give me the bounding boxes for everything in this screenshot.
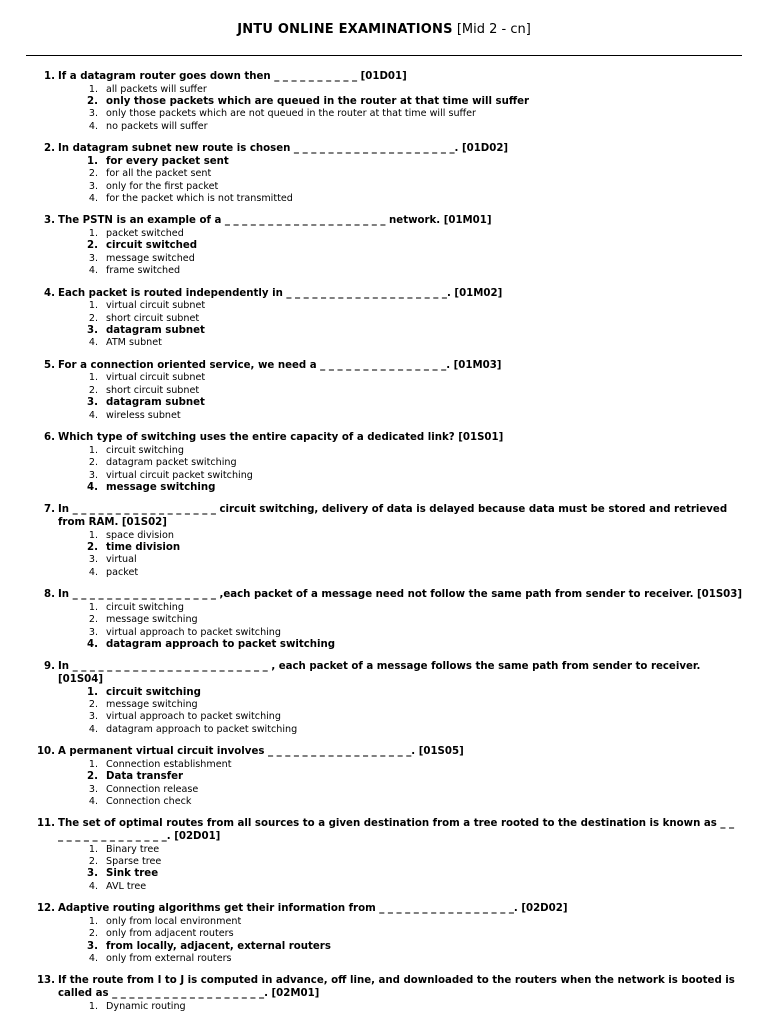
question-number: 9. (44, 661, 55, 673)
question-text: If a datagram router goes down then _ _ _ _ _ _ _ _ _ _ [01D01] (58, 71, 407, 82)
answer-option (0, 928, 768, 940)
option-number: 2. (88, 928, 98, 940)
question-text: In _ _ _ _ _ _ _ _ _ _ _ _ _ _ _ _ _ _ _ _ _ _ _ , each packet of a message follows the same path from sender to receiver. [01S04] (58, 661, 701, 685)
option-number: 3. (87, 325, 98, 337)
question-item (0, 143, 768, 205)
exam-subtitle: [Mid 2 - cn] (456, 22, 531, 37)
question-stem (0, 215, 768, 228)
option-number: 1. (88, 843, 98, 855)
answer-option-correct (0, 96, 768, 108)
question-number: 12. (36, 903, 55, 915)
option-text: short circuit subnet (106, 384, 200, 396)
question-item (0, 71, 768, 133)
option-text: message switching (106, 614, 198, 626)
option-number: 3. (88, 711, 98, 723)
option-number: 1. (88, 1000, 98, 1012)
option-text: virtual circuit subnet (106, 300, 206, 312)
answer-option (0, 121, 768, 133)
option-text: virtual approach to packet switching (106, 711, 281, 723)
option-list (0, 372, 768, 422)
question-number: 10. (36, 746, 55, 758)
answer-option (0, 457, 768, 469)
option-list (0, 916, 768, 966)
option-number: 2. (88, 457, 98, 469)
option-number: 2. (87, 240, 98, 252)
answer-option-correct (0, 941, 768, 953)
option-text: datagram approach to packet switching (106, 723, 298, 735)
option-text: circuit switching (106, 601, 184, 613)
question-list (0, 71, 768, 1023)
question-item (0, 903, 768, 965)
question-number: 11. (36, 818, 55, 830)
question-text: Each packet is routed independently in _ _ _ _ _ _ _ _ _ _ _ _ _ _ _ _ _ _ _. [01M02] (58, 287, 503, 299)
option-text: short circuit subnet (106, 312, 200, 324)
option-number: 2. (88, 698, 98, 710)
option-number: 4. (88, 337, 98, 349)
option-text: virtual circuit subnet (106, 372, 206, 384)
option-number: 2. (88, 614, 98, 626)
option-text: only those packets which are queued in the router at that time will suffer (106, 96, 530, 107)
answer-option (0, 265, 768, 277)
option-text: circuit switching (106, 444, 184, 456)
option-text: Binary tree (106, 843, 160, 855)
question-number: 1. (44, 71, 55, 82)
option-number: 1. (88, 444, 98, 456)
question-text: If the route from I to J is computed in advance, off line, and downloaded to the routers when the network is booted is called as _ _ _ _ _ _ _ _ _ _ _ _ _ _ _ _ _ _. [02M01] (58, 975, 735, 999)
option-number: 1. (88, 228, 98, 240)
option-text: datagram packet switching (106, 457, 237, 469)
option-text: no packets will suffer (106, 120, 208, 132)
question-number: 8. (44, 589, 55, 601)
option-text: packet switched (106, 228, 184, 240)
option-number: 1. (88, 758, 98, 770)
option-number: 2. (88, 855, 98, 867)
option-text: message switched (106, 252, 195, 264)
answer-option-correct (0, 687, 768, 699)
answer-option-correct (0, 325, 768, 337)
option-list (0, 759, 768, 809)
question-text: A permanent virtual circuit involves _ _ _ _ _ _ _ _ _ _ _ _ _ _ _ _ _. [01S05] (58, 746, 464, 758)
answer-option (0, 784, 768, 796)
option-text: only from adjacent routers (106, 928, 234, 940)
option-number: 4. (88, 880, 98, 892)
option-number: 2. (87, 541, 98, 553)
option-text: ATM subnet (106, 337, 162, 349)
option-text: circuit switched (106, 240, 198, 252)
answer-option (0, 759, 768, 771)
option-number: 1. (88, 372, 98, 384)
answer-option-correct (0, 542, 768, 554)
option-number: 2. (87, 96, 98, 107)
option-list (0, 445, 768, 495)
answer-option (0, 228, 768, 240)
option-number: 2. (87, 771, 98, 783)
option-text: Dynamic routing (106, 1000, 186, 1012)
option-number: 3. (88, 108, 98, 120)
question-text: Which type of switching uses the entire capacity of a dedicated link? [01S01] (58, 432, 504, 444)
answer-option (0, 554, 768, 566)
answer-option (0, 84, 768, 96)
option-number: 3. (88, 180, 98, 192)
option-number: 4. (87, 638, 98, 650)
answer-option (0, 856, 768, 868)
question-text: Adaptive routing algorithms get their information from _ _ _ _ _ _ _ _ _ _ _ _ _ _ _ _. [02D02] (58, 903, 568, 915)
question-number: 2. (44, 143, 55, 155)
option-number: 3. (88, 252, 98, 264)
answer-option (0, 602, 768, 614)
option-text: for every packet sent (106, 155, 229, 167)
question-stem (0, 288, 768, 301)
answer-option (0, 445, 768, 457)
option-text: Data transfer (106, 771, 184, 783)
answer-option-correct (0, 868, 768, 880)
option-text: message switching (106, 481, 216, 493)
option-text: virtual circuit packet switching (106, 469, 253, 481)
option-number: 3. (87, 868, 98, 880)
exam-title: JNTU ONLINE EXAMINATIONS (237, 22, 453, 37)
answer-option-correct (0, 771, 768, 783)
question-item (0, 589, 768, 651)
question-number: 7. (44, 504, 55, 516)
question-text: In datagram subnet new route is chosen _ _ _ _ _ _ _ _ _ _ _ _ _ _ _ _ _ _ _. [01D02] (58, 143, 509, 155)
option-number: 3. (88, 783, 98, 795)
option-number: 1. (87, 686, 98, 698)
page-header (0, 22, 768, 37)
question-item (0, 661, 768, 736)
answer-option-correct (0, 240, 768, 252)
option-number: 3. (88, 469, 98, 481)
option-text: only from external routers (106, 953, 232, 964)
answer-option (0, 916, 768, 928)
option-text: datagram subnet (106, 325, 205, 337)
option-number: 1. (87, 155, 98, 167)
question-stem (0, 661, 768, 686)
option-list (0, 228, 768, 278)
question-text: For a connection oriented service, we need a _ _ _ _ _ _ _ _ _ _ _ _ _ _ _. [01M03] (58, 359, 502, 371)
answer-option (0, 724, 768, 736)
answer-option (0, 300, 768, 312)
answer-option (0, 193, 768, 205)
question-number: 3. (44, 215, 55, 227)
option-text: for the packet which is not transmitted (106, 193, 293, 205)
option-text: AVL tree (106, 880, 147, 892)
option-text: for all the packet sent (106, 168, 212, 180)
option-number: 3. (88, 626, 98, 638)
question-number: 13. (36, 975, 55, 987)
option-number: 2. (88, 312, 98, 324)
option-number: 1. (88, 915, 98, 927)
answer-option (0, 253, 768, 265)
answer-option (0, 385, 768, 397)
question-stem (0, 432, 768, 445)
answer-option-correct (0, 156, 768, 168)
question-item (0, 818, 768, 893)
answer-option (0, 796, 768, 808)
answer-option (0, 410, 768, 422)
question-text: In _ _ _ _ _ _ _ _ _ _ _ _ _ _ _ _ _ circuit switching, delivery of data is delayed because data must be stored and retrieved from RAM. [01S02] (58, 504, 728, 528)
option-number: 4. (88, 409, 98, 421)
option-number: 3. (87, 940, 98, 952)
answer-option (0, 711, 768, 723)
answer-option (0, 372, 768, 384)
option-text: space division (106, 529, 174, 541)
question-text: The set of optimal routes from all sources to a given destination from a tree rooted to the destination is known as _ _ _ _ _ _ _ _ _ _ _ _ _ _ _. [02D01] (58, 818, 735, 842)
question-item (0, 432, 768, 494)
question-number: 6. (44, 432, 55, 444)
option-text: message switching (106, 698, 198, 710)
option-list (0, 687, 768, 737)
option-text: Connection release (106, 783, 199, 795)
option-text: all packets will suffer (106, 83, 207, 95)
question-stem (0, 903, 768, 916)
answer-option (0, 530, 768, 542)
option-text: datagram approach to packet switching (106, 638, 336, 650)
option-number: 4. (88, 795, 98, 807)
question-stem (0, 818, 768, 843)
question-item (0, 975, 768, 1013)
answer-option (0, 181, 768, 193)
answer-option-correct (0, 397, 768, 409)
option-list (0, 530, 768, 580)
option-list (0, 844, 768, 894)
option-number: 2. (88, 384, 98, 396)
answer-option (0, 108, 768, 120)
option-number: 1. (88, 529, 98, 541)
question-number: 4. (44, 287, 55, 299)
option-text: datagram subnet (106, 397, 205, 409)
question-stem (0, 975, 768, 1000)
option-list (0, 300, 768, 350)
option-number: 1. (88, 83, 98, 95)
header-divider (26, 55, 742, 56)
question-stem (0, 504, 768, 529)
option-text: Sparse tree (106, 855, 162, 867)
option-text: only those packets which are not queued in the router at that time will suffer (106, 108, 476, 120)
answer-option (0, 627, 768, 639)
question-text: The PSTN is an example of a _ _ _ _ _ _ _ _ _ _ _ _ _ _ _ _ _ _ _ network. [01M01] (58, 215, 492, 227)
option-text: from locally, adjacent, external routers (106, 940, 331, 952)
option-number: 4. (88, 723, 98, 735)
option-text: Connection establishment (106, 758, 232, 770)
option-list (0, 156, 768, 206)
question-stem (0, 143, 768, 156)
question-text: In _ _ _ _ _ _ _ _ _ _ _ _ _ _ _ _ _ ,each packet of a message need not follow the same path from sender to receiver. [01S03] (58, 589, 742, 601)
option-number: 4. (87, 481, 98, 493)
question-stem (0, 71, 768, 84)
option-number: 3. (87, 397, 98, 409)
option-text: Connection check (106, 795, 192, 807)
answer-option (0, 614, 768, 626)
answer-option (0, 953, 768, 965)
option-number: 1. (88, 300, 98, 312)
option-text: virtual (106, 554, 137, 566)
answer-option (0, 337, 768, 349)
option-text: circuit switching (106, 686, 201, 698)
option-number: 3. (88, 554, 98, 566)
option-text: Sink tree (106, 868, 159, 880)
question-number: 5. (44, 359, 55, 371)
option-text: wireless subnet (106, 409, 181, 421)
option-text: packet (106, 566, 139, 578)
option-list (0, 1001, 768, 1013)
option-text: virtual approach to packet switching (106, 626, 281, 638)
question-item (0, 504, 768, 579)
answer-option (0, 567, 768, 579)
option-text: time division (106, 541, 181, 553)
option-number: 4. (88, 120, 98, 132)
question-stem (0, 746, 768, 759)
answer-option (0, 313, 768, 325)
answer-option (0, 470, 768, 482)
question-stem (0, 360, 768, 373)
option-number: 4. (88, 566, 98, 578)
option-list (0, 84, 768, 134)
option-text: frame switched (106, 265, 181, 277)
question-item (0, 746, 768, 808)
question-stem (0, 589, 768, 602)
answer-option (0, 844, 768, 856)
answer-option (0, 699, 768, 711)
option-text: only from local environment (106, 915, 242, 927)
option-text: only for the first packet (106, 180, 219, 192)
answer-option (0, 1001, 768, 1013)
question-item (0, 215, 768, 277)
question-item (0, 360, 768, 422)
answer-option-correct (0, 482, 768, 494)
answer-option (0, 881, 768, 893)
answer-option (0, 168, 768, 180)
answer-option-correct (0, 639, 768, 651)
option-list (0, 602, 768, 652)
option-number: 2. (88, 168, 98, 180)
question-item (0, 288, 768, 350)
option-number: 1. (88, 601, 98, 613)
option-number: 4. (88, 193, 98, 205)
option-number: 4. (88, 953, 98, 964)
option-number: 4. (88, 265, 98, 277)
